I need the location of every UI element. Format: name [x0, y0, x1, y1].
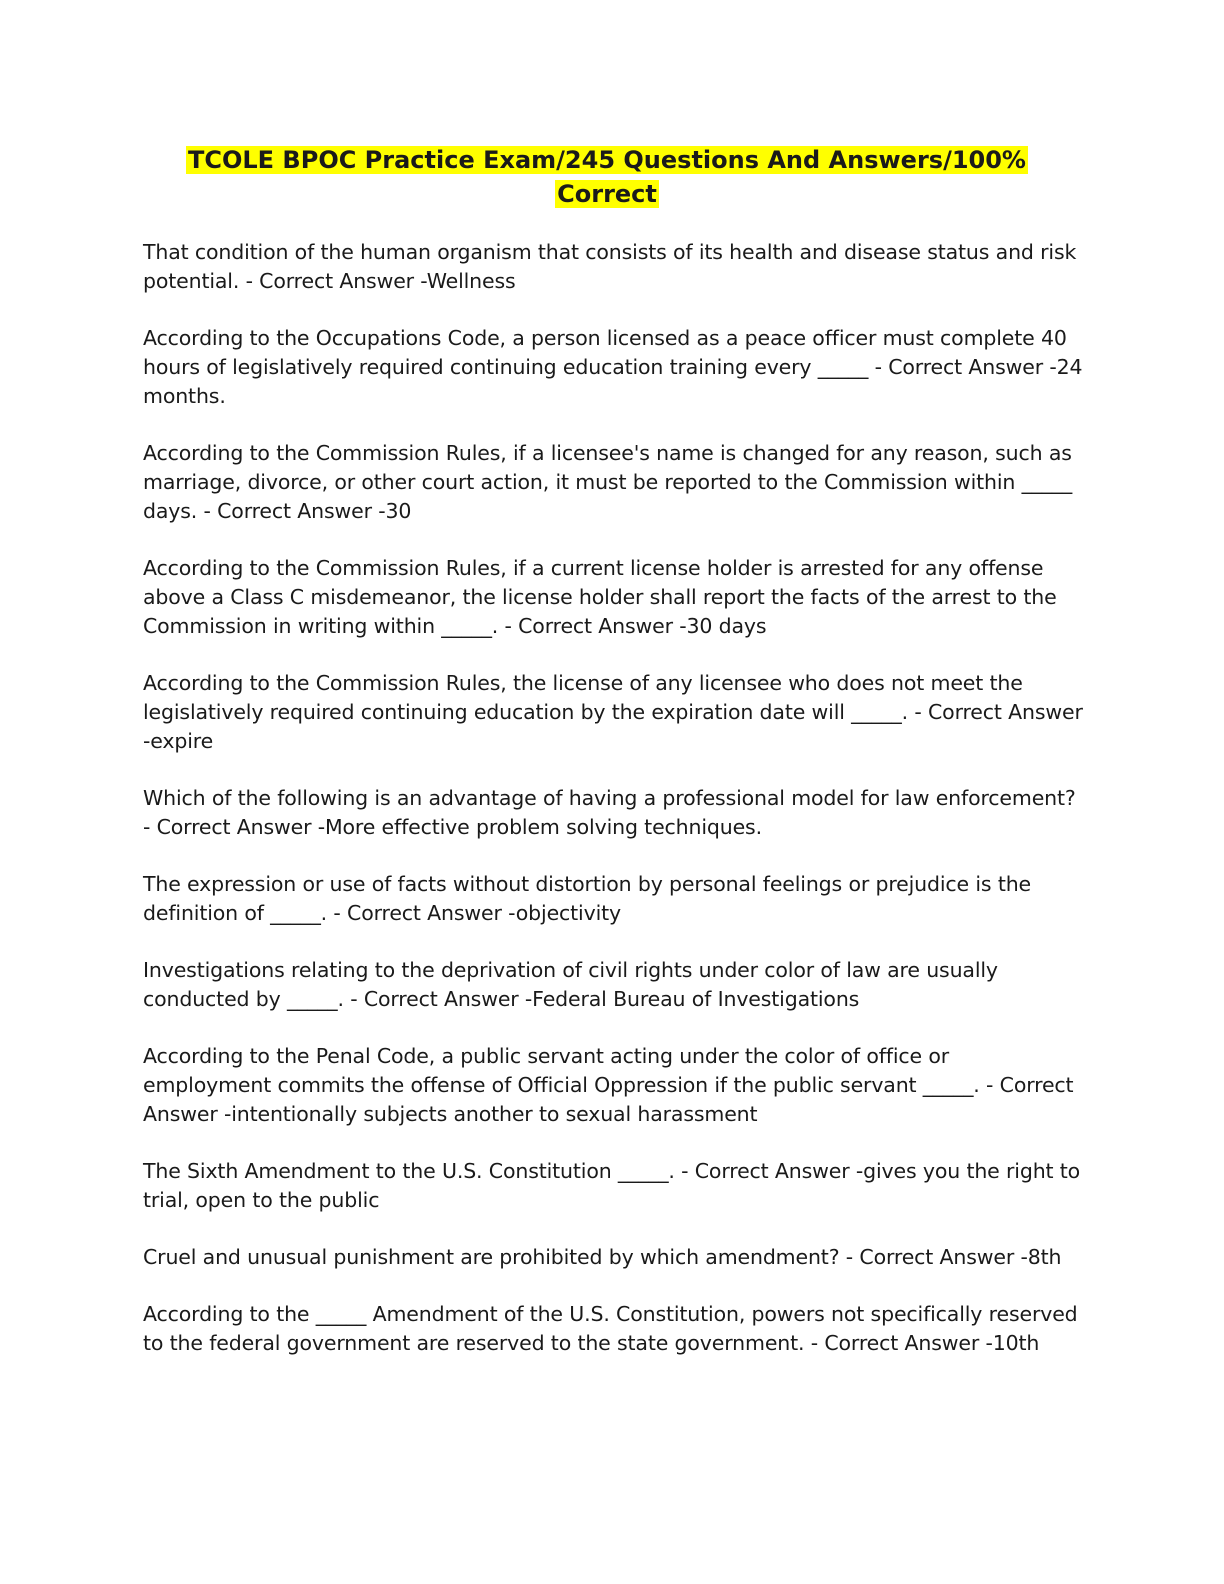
title-line-2: Correct	[557, 180, 657, 208]
qa-entry: According to the Commission Rules, if a current license holder is arrested for any offense above a Class C misdemeanor, the license holder shall report the facts of the arrest to the Commission in writing within _____. - Correct Answer -30 days	[143, 556, 1057, 638]
qa-entry: According to the Commission Rules, the license of any licensee who does not meet the legislatively required continuing education by the expiration date will _____. - Correct Answer -expire	[143, 671, 1083, 753]
qa-entry: According to the _____ Amendment of the U.S. Constitution, powers not specifically reserved to the federal government are reserved to the state government. - Correct Answer -10th	[143, 1302, 1078, 1355]
qa-entry: The Sixth Amendment to the U.S. Constitution _____. - Correct Answer -gives you the right to trial, open to the public	[143, 1159, 1081, 1212]
qa-entry: Investigations relating to the deprivation of civil rights under color of law are usually conducted by _____. - Correct Answer -Federal Bureau of Investigations	[143, 958, 998, 1011]
title-line-1: TCOLE BPOC Practice Exam/245 Questions And Answers/100%	[188, 146, 1026, 174]
qa-list	[143, 238, 1083, 1386]
qa-entry: The expression or use of facts without distortion by personal feelings or prejudice is the definition of _____. - Correct Answer -objectivity	[143, 872, 1032, 925]
qa-entry: That condition of the human organism that consists of its health and disease status and risk potential. - Correct Answer -Wellness	[143, 240, 1077, 293]
qa-entry: Which of the following is an advantage of having a professional model for law enforcement? - Correct Answer -More effective problem solving techniques.	[143, 786, 1076, 839]
qa-entry: Cruel and unusual punishment are prohibited by which amendment? - Correct Answer -8th	[143, 1245, 1062, 1269]
qa-entry: According to the Commission Rules, if a licensee's name is changed for any reason, such as marriage, divorce, or other court action, it must be reported to the Commission within _____ days. - Correct Answer -30	[143, 441, 1073, 523]
page-title	[140, 143, 1074, 211]
qa-entry: According to the Occupations Code, a person licensed as a peace officer must complete 40 hours of legislatively required continuing education training every _____ - Correct Answer -24 months.	[143, 326, 1083, 408]
qa-entry: According to the Penal Code, a public servant acting under the color of office or employment commits the offense of Official Oppression if the public servant _____. - Correct Answer -intentionally subjects another to sexual harassment	[143, 1044, 1074, 1126]
